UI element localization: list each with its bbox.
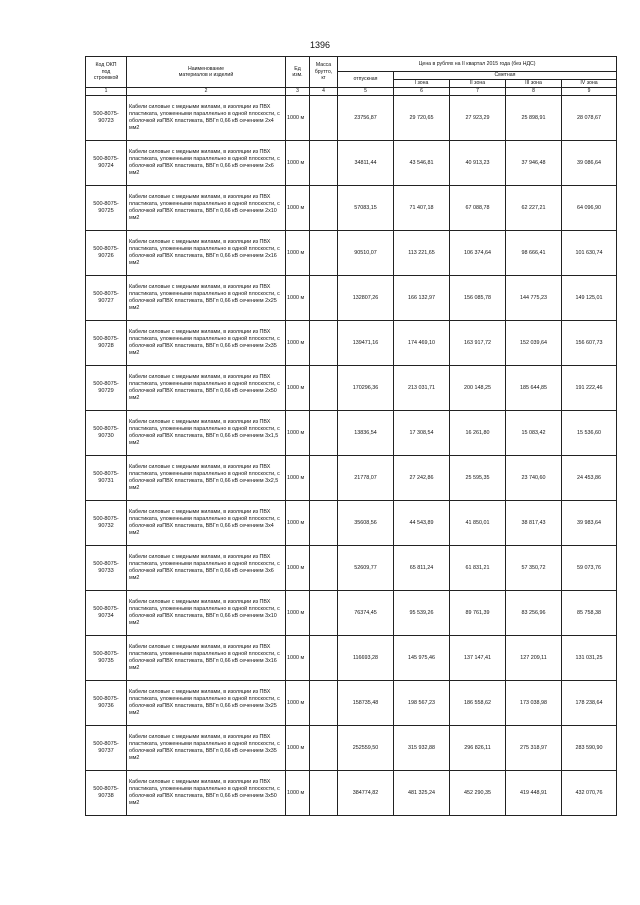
gross-mass: [310, 186, 338, 231]
price-otpusknaya: 170296,36: [338, 366, 394, 411]
product-code: 500-8075- 90726: [86, 231, 127, 276]
product-code: 500-8075- 90724: [86, 141, 127, 186]
price-zone-1: 145 975,46: [394, 636, 450, 681]
column-number: 7: [450, 88, 506, 96]
unit-of-measure: 1000 м: [286, 366, 310, 411]
table-row: [86, 636, 617, 681]
price-zone-1: 27 242,86: [394, 456, 450, 501]
header-zone-2: II зона: [450, 80, 506, 88]
price-zone-3: 37 946,48: [506, 141, 562, 186]
header-otpusknaya: отпускная: [338, 72, 394, 88]
unit-of-measure: 1000 м: [286, 546, 310, 591]
column-number: 3: [286, 88, 310, 96]
price-zone-1: 315 932,88: [394, 726, 450, 771]
gross-mass: [310, 411, 338, 456]
page-number: 1396: [309, 40, 331, 50]
price-otpusknaya: 52609,77: [338, 546, 394, 591]
gross-mass: [310, 681, 338, 726]
material-name: Кабели силовые с медными жилами, в изоляции из ПВХ пластиката, уложенными параллельно в одной плоскости, с оболочкой изПВХ пластиката, ВВГп 0,66 кВ сечением 3х6 мм2: [127, 546, 286, 591]
price-zone-3: 98 666,41: [506, 231, 562, 276]
gross-mass: [310, 231, 338, 276]
product-code: 500-8075- 90734: [86, 591, 127, 636]
product-code: 500-8075- 90735: [86, 636, 127, 681]
price-zone-4: 149 125,01: [562, 276, 617, 321]
price-zone-3: 25 898,91: [506, 96, 562, 141]
product-code: 500-8075- 90737: [86, 726, 127, 771]
unit-of-measure: 1000 м: [286, 321, 310, 366]
price-zone-3: 173 038,98: [506, 681, 562, 726]
gross-mass: [310, 366, 338, 411]
price-zone-2: 296 826,11: [450, 726, 506, 771]
price-otpusknaya: 252559,50: [338, 726, 394, 771]
price-table: [85, 56, 617, 816]
table-row: [86, 321, 617, 366]
product-code: 500-8075- 90733: [86, 546, 127, 591]
column-number: 6: [394, 88, 450, 96]
gross-mass: [310, 96, 338, 141]
table-row: [86, 186, 617, 231]
material-name: Кабели силовые с медными жилами, в изоляции из ПВХ пластиката, уложенными параллельно в одной плоскости, с оболочкой изПВХ пластиката, ВВГп 0,66 кВ сечением 2х50 мм2: [127, 366, 286, 411]
price-zone-1: 65 811,24: [394, 546, 450, 591]
column-number: 5: [338, 88, 394, 96]
table-row: [86, 681, 617, 726]
header-name: Наименование материалов и изделий: [127, 57, 286, 88]
price-zone-1: 43 546,81: [394, 141, 450, 186]
column-number: 2: [127, 88, 286, 96]
gross-mass: [310, 501, 338, 546]
product-code: 500-8075- 90727: [86, 276, 127, 321]
header-price-title: Цена в рублях на II квартал 2015 года (без НДС): [338, 57, 617, 72]
gross-mass: [310, 771, 338, 816]
product-code: 500-8075- 90730: [86, 411, 127, 456]
price-otpusknaya: 116693,28: [338, 636, 394, 681]
price-zone-2: 27 923,29: [450, 96, 506, 141]
price-otpusknaya: 35608,56: [338, 501, 394, 546]
price-zone-4: 64 096,90: [562, 186, 617, 231]
price-zone-4: 24 453,86: [562, 456, 617, 501]
product-code: 500-8075- 90732: [86, 501, 127, 546]
price-zone-4: 59 073,76: [562, 546, 617, 591]
unit-of-measure: 1000 м: [286, 231, 310, 276]
header-zone-3: III зона: [506, 80, 562, 88]
material-name: Кабели силовые с медными жилами, в изоляции из ПВХ пластиката, уложенными параллельно в одной плоскости, с оболочкой изПВХ пластиката, ВВГп 0,66 кВ сечением 3х25 мм2: [127, 681, 286, 726]
price-otpusknaya: 76374,45: [338, 591, 394, 636]
price-zone-1: 17 308,54: [394, 411, 450, 456]
price-zone-3: 419 448,91: [506, 771, 562, 816]
price-zone-2: 16 261,80: [450, 411, 506, 456]
gross-mass: [310, 546, 338, 591]
price-zone-3: 127 209,11: [506, 636, 562, 681]
price-zone-1: 213 031,71: [394, 366, 450, 411]
product-code: 500-8075- 90728: [86, 321, 127, 366]
gross-mass: [310, 456, 338, 501]
gross-mass: [310, 636, 338, 681]
material-name: Кабели силовые с медными жилами, в изоляции из ПВХ пластиката, уложенными параллельно в одной плоскости, с оболочкой изПВХ пластиката, ВВГп 0,66 кВ сечением 2х10 мм2: [127, 186, 286, 231]
price-zone-4: 283 590,90: [562, 726, 617, 771]
price-zone-3: 23 740,60: [506, 456, 562, 501]
unit-of-measure: 1000 м: [286, 276, 310, 321]
material-name: Кабели силовые с медными жилами, в изоляции из ПВХ пластиката, уложенными параллельно в одной плоскости, с оболочкой изПВХ пластиката, ВВГп 0,66 кВ сечением 3х2,5 мм2: [127, 456, 286, 501]
price-zone-4: 432 070,76: [562, 771, 617, 816]
gross-mass: [310, 591, 338, 636]
price-otpusknaya: 21778,07: [338, 456, 394, 501]
price-otpusknaya: 13836,54: [338, 411, 394, 456]
product-code: 500-8075- 90731: [86, 456, 127, 501]
unit-of-measure: 1000 м: [286, 681, 310, 726]
material-name: Кабели силовые с медными жилами, в изоляции из ПВХ пластиката, уложенными параллельно в одной плоскости, с оболочкой изПВХ пластиката, ВВГп 0,66 кВ сечением 2х6 мм2: [127, 141, 286, 186]
price-zone-2: 89 761,39: [450, 591, 506, 636]
table-row: [86, 501, 617, 546]
material-name: Кабели силовые с медными жилами, в изоляции из ПВХ пластиката, уложенными параллельно в одной плоскости, с оболочкой изПВХ пластиката, ВВГп 0,66 кВ сечением 3х4 мм2: [127, 501, 286, 546]
price-zone-1: 71 407,18: [394, 186, 450, 231]
price-zone-4: 85 758,38: [562, 591, 617, 636]
table-row: [86, 276, 617, 321]
material-name: Кабели силовые с медными жилами, в изоляции из ПВХ пластиката, уложенными параллельно в одной плоскости, с оболочкой изПВХ пластиката, ВВГп 0,66 кВ сечением 3х1,5 мм2: [127, 411, 286, 456]
price-zone-2: 25 595,35: [450, 456, 506, 501]
price-zone-1: 95 539,26: [394, 591, 450, 636]
unit-of-measure: 1000 м: [286, 456, 310, 501]
column-number: 9: [562, 88, 617, 96]
price-zone-1: 481 325,24: [394, 771, 450, 816]
price-zone-1: 198 567,23: [394, 681, 450, 726]
price-zone-4: 28 078,67: [562, 96, 617, 141]
unit-of-measure: 1000 м: [286, 501, 310, 546]
product-code: 500-8075- 90736: [86, 681, 127, 726]
table-row: [86, 771, 617, 816]
table-row: [86, 546, 617, 591]
header-mass: Масса брутто, кг: [310, 57, 338, 88]
price-zone-1: 174 469,10: [394, 321, 450, 366]
price-otpusknaya: 57083,15: [338, 186, 394, 231]
price-otpusknaya: 132807,26: [338, 276, 394, 321]
price-otpusknaya: 139471,16: [338, 321, 394, 366]
material-name: Кабели силовые с медными жилами, в изоляции из ПВХ пластиката, уложенными параллельно в одной плоскости, с оболочкой изПВХ пластиката, ВВГп 0,66 кВ сечением 2х4 мм2: [127, 96, 286, 141]
price-otpusknaya: 384774,82: [338, 771, 394, 816]
price-zone-4: 15 536,60: [562, 411, 617, 456]
header-zone-1: I зона: [394, 80, 450, 88]
price-zone-3: 275 318,97: [506, 726, 562, 771]
unit-of-measure: 1000 м: [286, 141, 310, 186]
price-zone-3: 15 083,42: [506, 411, 562, 456]
material-name: Кабели силовые с медными жилами, в изоляции из ПВХ пластиката, уложенными параллельно в одной плоскости, с оболочкой изПВХ пластиката, ВВГп 0,66 кВ сечением 3х35 мм2: [127, 726, 286, 771]
column-number-row: [86, 88, 617, 96]
price-zone-1: 44 543,89: [394, 501, 450, 546]
material-name: Кабели силовые с медными жилами, в изоляции из ПВХ пластиката, уложенными параллельно в одной плоскости, с оболочкой изПВХ пластиката, ВВГп 0,66 кВ сечением 3х50 мм2: [127, 771, 286, 816]
price-zone-2: 41 850,01: [450, 501, 506, 546]
material-name: Кабели силовые с медными жилами, в изоляции из ПВХ пластиката, уложенными параллельно в одной плоскости, с оболочкой изПВХ пластиката, ВВГп 0,66 кВ сечением 2х25 мм2: [127, 276, 286, 321]
price-zone-2: 137 147,41: [450, 636, 506, 681]
price-zone-4: 101 630,74: [562, 231, 617, 276]
column-number: 4: [310, 88, 338, 96]
material-name: Кабели силовые с медными жилами, в изоляции из ПВХ пластиката, уложенными параллельно в одной плоскости, с оболочкой изПВХ пластиката, ВВГп 0,66 кВ сечением 2х16 мм2: [127, 231, 286, 276]
price-zone-4: 39 086,64: [562, 141, 617, 186]
product-code: 500-8075- 90729: [86, 366, 127, 411]
price-zone-4: 178 238,64: [562, 681, 617, 726]
price-zone-2: 163 917,72: [450, 321, 506, 366]
table-row: [86, 366, 617, 411]
price-zone-3: 83 256,96: [506, 591, 562, 636]
price-zone-3: 144 775,23: [506, 276, 562, 321]
price-zone-2: 40 913,23: [450, 141, 506, 186]
price-zone-4: 156 607,73: [562, 321, 617, 366]
price-zone-3: 57 350,72: [506, 546, 562, 591]
table-row: [86, 456, 617, 501]
unit-of-measure: 1000 м: [286, 186, 310, 231]
gross-mass: [310, 141, 338, 186]
unit-of-measure: 1000 м: [286, 636, 310, 681]
price-otpusknaya: 158735,48: [338, 681, 394, 726]
price-otpusknaya: 23756,87: [338, 96, 394, 141]
unit-of-measure: 1000 м: [286, 771, 310, 816]
column-number: 1: [86, 88, 127, 96]
header-unit: Ед изм.: [286, 57, 310, 88]
price-zone-4: 131 031,25: [562, 636, 617, 681]
price-zone-1: 113 221,65: [394, 231, 450, 276]
header-zone-4: IV зона: [562, 80, 617, 88]
gross-mass: [310, 726, 338, 771]
price-otpusknaya: 34811,44: [338, 141, 394, 186]
price-zone-3: 38 817,43: [506, 501, 562, 546]
price-zone-1: 166 132,97: [394, 276, 450, 321]
gross-mass: [310, 321, 338, 366]
price-zone-1: 29 720,65: [394, 96, 450, 141]
price-zone-2: 452 290,35: [450, 771, 506, 816]
price-zone-3: 185 644,85: [506, 366, 562, 411]
price-zone-2: 61 831,21: [450, 546, 506, 591]
table-row: [86, 726, 617, 771]
table-row: [86, 411, 617, 456]
material-name: Кабели силовые с медными жилами, в изоляции из ПВХ пластиката, уложенными параллельно в одной плоскости, с оболочкой изПВХ пластиката, ВВГп 0,66 кВ сечением 3х10 мм2: [127, 591, 286, 636]
price-zone-3: 62 227,21: [506, 186, 562, 231]
price-otpusknaya: 90510,07: [338, 231, 394, 276]
price-zone-2: 156 085,78: [450, 276, 506, 321]
product-code: 500-8075- 90723: [86, 96, 127, 141]
column-number: 8: [506, 88, 562, 96]
unit-of-measure: 1000 м: [286, 411, 310, 456]
unit-of-measure: 1000 м: [286, 591, 310, 636]
gross-mass: [310, 276, 338, 321]
table-row: [86, 591, 617, 636]
table-row: [86, 141, 617, 186]
material-name: Кабели силовые с медными жилами, в изоляции из ПВХ пластиката, уложенными параллельно в одной плоскости, с оболочкой изПВХ пластиката, ВВГп 0,66 кВ сечением 2х35 мм2: [127, 321, 286, 366]
price-zone-2: 67 088,78: [450, 186, 506, 231]
material-name: Кабели силовые с медными жилами, в изоляции из ПВХ пластиката, уложенными параллельно в одной плоскости, с оболочкой изПВХ пластиката, ВВГп 0,66 кВ сечением 3х16 мм2: [127, 636, 286, 681]
table-row: [86, 231, 617, 276]
unit-of-measure: 1000 м: [286, 726, 310, 771]
price-zone-2: 106 374,64: [450, 231, 506, 276]
price-zone-2: 200 148,25: [450, 366, 506, 411]
price-zone-2: 186 558,62: [450, 681, 506, 726]
unit-of-measure: 1000 м: [286, 96, 310, 141]
product-code: 500-8075- 90725: [86, 186, 127, 231]
price-zone-3: 152 039,64: [506, 321, 562, 366]
header-smetnaya: Сметная: [394, 72, 617, 80]
product-code: 500-8075- 90738: [86, 771, 127, 816]
table-row: [86, 96, 617, 141]
price-zone-4: 191 222,46: [562, 366, 617, 411]
header-code: Код ОКП под строевкой: [86, 57, 127, 88]
price-zone-4: 39 983,64: [562, 501, 617, 546]
